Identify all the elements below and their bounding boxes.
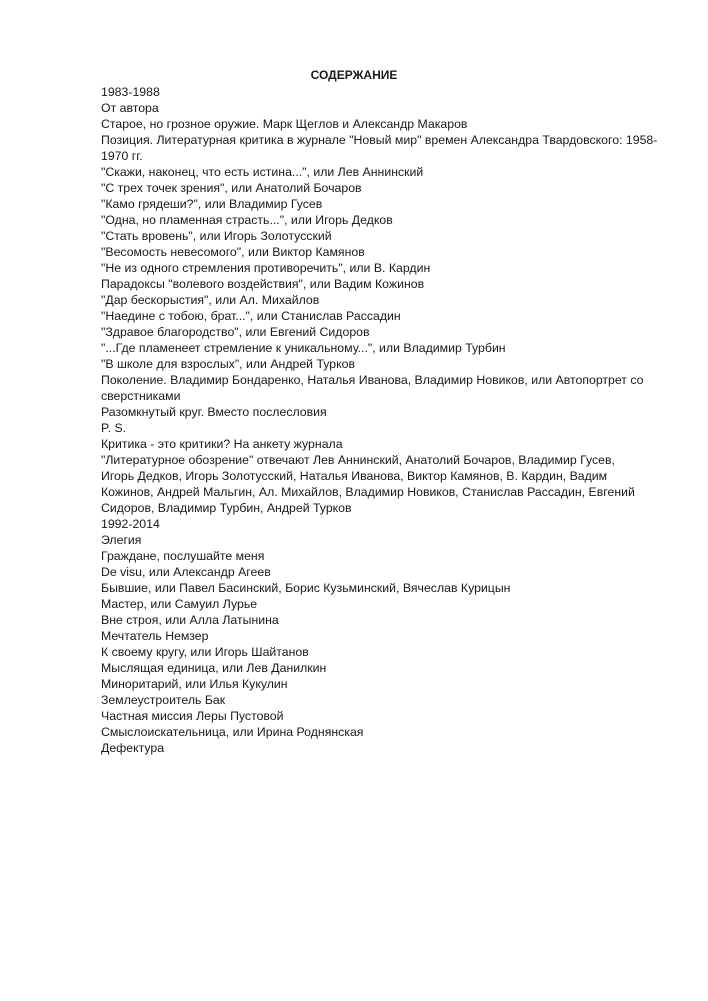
toc-entry: Частная миссия Леры Пустовой: [101, 709, 284, 723]
toc-entry: Кожинов, Андрей Мальгин, Ал. Михайлов, Владимир Новиков, Станислав Рассадин, Евгений: [101, 485, 635, 499]
toc-entry: Позиция. Литературная критика в журнале "Новый мир" времен Александра Твардовского: 1958-: [101, 133, 658, 147]
toc-entry: "С трех точек зрения", или Анатолий Бочаров: [101, 181, 362, 195]
toc-entry: Критика - это критики? На анкету журнала: [101, 437, 343, 451]
toc-entry: Бывшие, или Павел Басинский, Борис Кузьминский, Вячеслав Курицын: [101, 581, 511, 595]
toc-entry: Землеустроитель Бак: [101, 693, 226, 707]
toc-entry: "Литературное обозрение" отвечают Лев Аннинский, Анатолий Бочаров, Владимир Гусев,: [101, 453, 615, 467]
toc-entry: Миноритарий, или Илья Кукулин: [101, 677, 288, 691]
toc-entry: Парадоксы "волевого воздействия", или Вадим Кожинов: [101, 277, 425, 291]
toc-entry: "Не из одного стремления противоречить", или В. Кардин: [101, 261, 431, 275]
toc-entry: "Наедине с тобою, брат...", или Станислав Рассадин: [101, 309, 401, 323]
toc-entry: "Дар бескорыстия", или Ал. Михайлов: [101, 293, 320, 307]
toc-entry: "Весомость невесомого", или Виктор Камянов: [101, 245, 365, 259]
toc-entry: "Скажи, наконец, что есть истина...", или Лев Аннинский: [101, 165, 424, 179]
toc-entry: Игорь Дедков, Игорь Золотусский, Наталья Иванова, Виктор Камянов, В. Кардин, Вадим: [101, 469, 608, 483]
toc-entry: Сидоров, Владимир Турбин, Андрей Турков: [101, 501, 352, 515]
toc-entry: De visu, или Александр Агеев: [101, 565, 271, 579]
toc-entry: Вне строя, или Алла Латынина: [101, 613, 279, 627]
toc-entry: Граждане, послушайте меня: [101, 549, 265, 563]
toc-entry: P. S.: [101, 421, 127, 435]
toc-entry: "Стать вровень", или Игорь Золотусский: [101, 229, 332, 243]
toc-entry: "...Где пламенеет стремление к уникальному...", или Владимир Турбин: [101, 341, 506, 355]
toc-entry: Смыслоискательница, или Ирина Роднянская: [101, 725, 364, 739]
toc-entry: Мастер, или Самуил Лурье: [101, 597, 258, 611]
toc-entry: "Одна, но пламенная страсть...", или Игорь Дедков: [101, 213, 393, 227]
toc-entry: Мечтатель Немзер: [101, 629, 209, 643]
toc-entry: Элегия: [101, 533, 142, 547]
toc-entry: "Здравое благородство", или Евгений Сидоров: [101, 325, 370, 339]
toc-entry: От автора: [101, 101, 159, 115]
toc-entry: 1970 гг.: [101, 149, 143, 163]
toc-entry: "Камо грядеши?", или Владимир Гусев: [101, 197, 323, 211]
page-title: СОДЕРЖАНИЕ: [310, 68, 398, 82]
toc-entry: Старое, но грозное оружие. Марк Щеглов и Александр Макаров: [101, 117, 468, 131]
toc-entry: "В школе для взрослых", или Андрей Турков: [101, 357, 356, 371]
toc-entry: 1983-1988: [101, 85, 160, 99]
toc-entry: Дефектура: [101, 741, 165, 755]
toc-entry: Разомкнутый круг. Вместо послесловия: [101, 405, 327, 419]
toc-entry: Поколение. Владимир Бондаренко, Наталья Иванова, Владимир Новиков, или Автопортрет со: [101, 373, 644, 387]
toc-entry: сверстниками: [101, 389, 181, 403]
table-of-contents: [101, 84, 661, 756]
toc-entry: 1992-2014: [101, 517, 160, 531]
toc-entry: Мыслящая единица, или Лев Данилкин: [101, 661, 327, 675]
toc-entry: К своему кругу, или Игорь Шайтанов: [101, 645, 309, 659]
